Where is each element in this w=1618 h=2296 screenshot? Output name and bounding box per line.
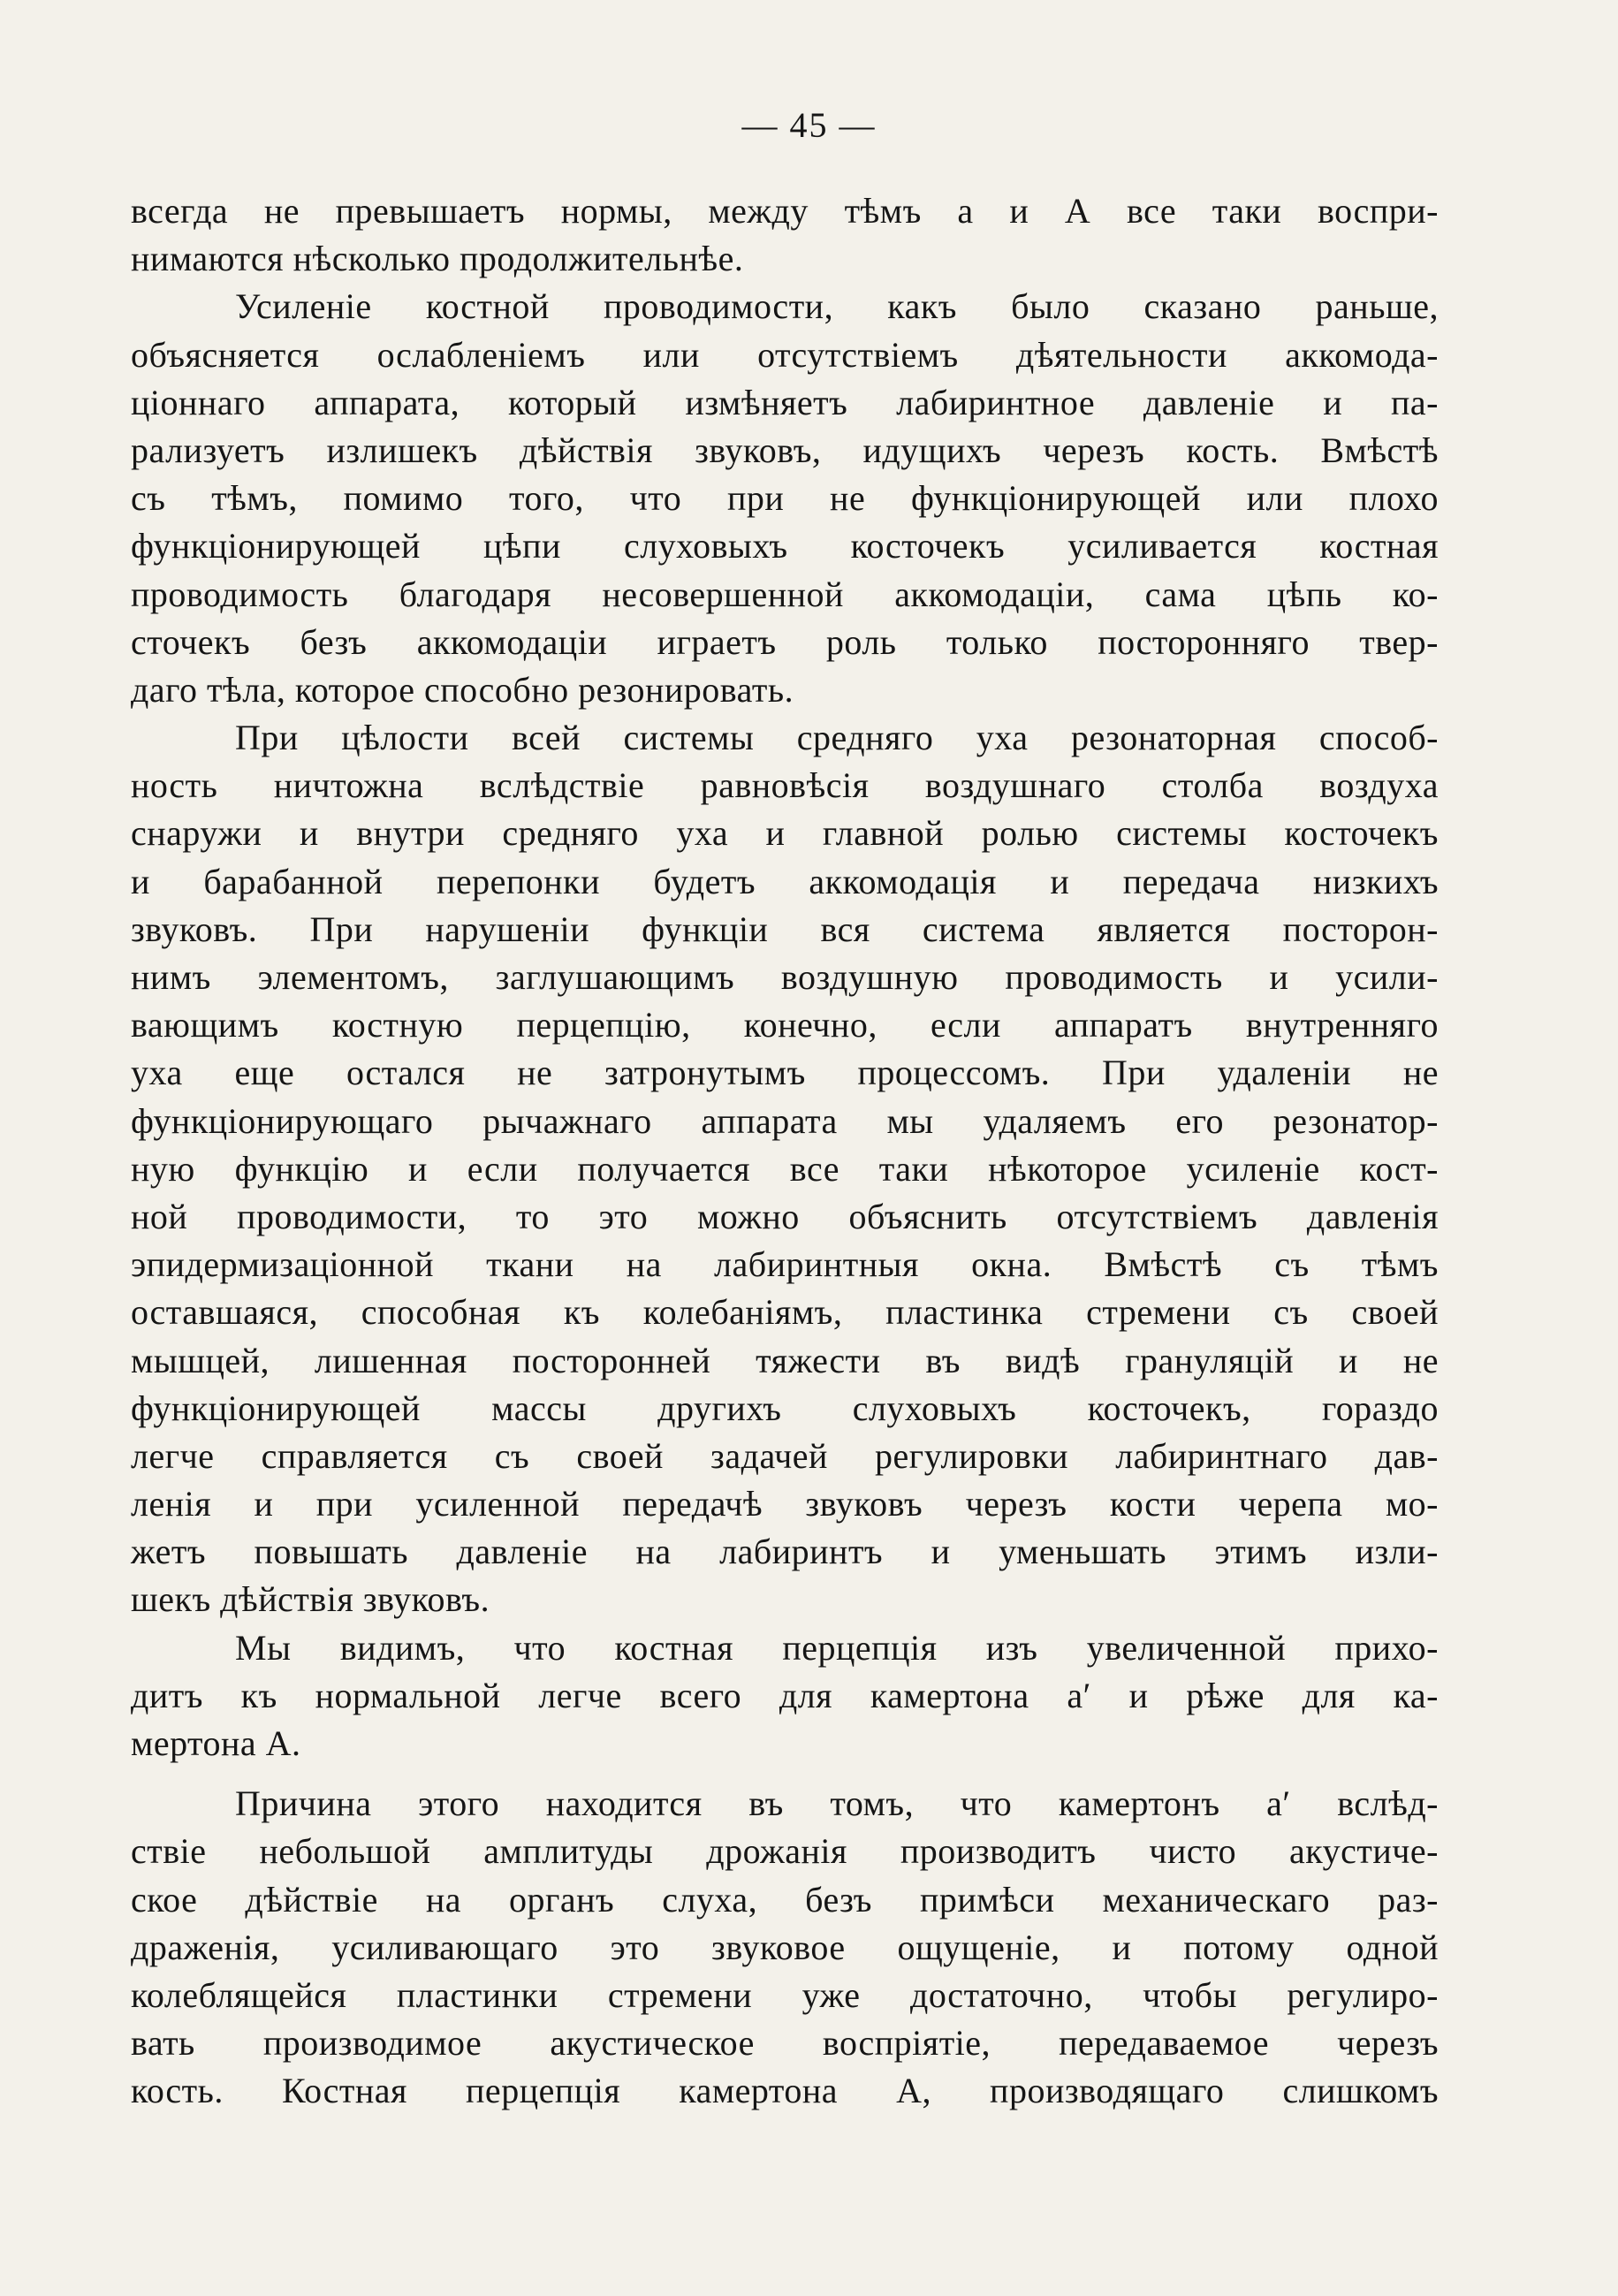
text-line: дитъ къ нормальной легче всего для камертона а′ и рѣже для ка- (131, 1675, 1439, 1715)
text-line: Мы видимъ, что костная перцепція изъ увеличенной прихо- (235, 1627, 1439, 1668)
text-line: драженія, усиливающаго это звуковое ощущеніе, и потому одной (131, 1927, 1439, 1967)
text-line: рализуетъ излишекъ дѣйствія звуковъ, идущихъ черезъ кость. Вмѣстѣ (131, 430, 1439, 470)
text-line: колеблящейся пластинки стремени уже достаточно, чтобы регулиро- (131, 1974, 1439, 2015)
text-line: Причина этого находится въ томъ, что камертонъ а′ вслѣд- (235, 1783, 1439, 1824)
text-line: вающимъ костную перцепцію, конечно, если аппаратъ внутренняго (131, 1005, 1439, 1045)
text-line: съ тѣмъ, помимо того, что при не функціонирующей или плохо (131, 478, 1439, 519)
text-line: легче справляется съ своей задачей регулировки лабиринтнаго дав- (131, 1435, 1439, 1476)
text-line: звуковъ. При нарушеніи функціи вся система является посторон- (131, 909, 1439, 949)
text-line: функціонирующей массы другихъ слуховыхъ косточекъ, гораздо (131, 1387, 1439, 1428)
text-line: При цѣлости всей системы средняго уха резонаторная способ- (235, 718, 1439, 758)
text-line: ной проводимости, то это можно объяснить отсутствіемъ давленія (131, 1196, 1439, 1236)
text-line: ское дѣйствіе на органъ слуха, безъ примѣси механическаго раз- (131, 1879, 1439, 1920)
text-line: ность ничтожна вслѣдствіе равновѣсія воздушнаго столба воздуха (131, 765, 1439, 806)
text-line: ціоннаго аппарата, который измѣняетъ лабиринтное давленіе и па- (131, 382, 1439, 422)
text-line: снаружи и внутри средняго уха и главной ролью системы косточекъ (131, 813, 1439, 854)
text-line: эпидермизаціонной ткани на лабиринтныя окна. Вмѣстѣ съ тѣмъ (131, 1244, 1439, 1285)
text-line: уха еще остался не затронутымъ процессомъ. При удаленіи не (131, 1053, 1439, 1093)
text-line: ленія и при усиленной передачѣ звуковъ черезъ кости черепа мо- (131, 1484, 1439, 1524)
text-line: проводимость благодаря несовершенной аккомодаціи, сама цѣпь ко- (131, 574, 1439, 614)
text-line: оставшаяся, способная къ колебаніямъ, пластинка стремени съ своей (131, 1292, 1439, 1333)
page-number: — 45 — (741, 105, 877, 145)
text-line: даго тѣла, которое способно резонировать. (131, 669, 794, 710)
text-line: сточекъ безъ аккомодаціи играетъ роль только посторонняго твер- (131, 621, 1439, 662)
text-line: нимъ элементомъ, заглушающимъ воздушную проводимость и усили- (131, 957, 1439, 997)
paragraph-1 (131, 187, 1439, 283)
paragraph-3 (131, 714, 1439, 1624)
text-line: жетъ повышать давленіе на лабиринтъ и уменьшать этимъ изли- (131, 1532, 1439, 1572)
text-line: мертона А. (131, 1723, 301, 1763)
text-line: Усиленіе костной проводимости, какъ было сказано раньше, (235, 286, 1439, 327)
text-line: шекъ дѣйствія звуковъ. (131, 1579, 490, 1620)
text-line: функціонирующаго рычажнаго аппарата мы удаляемъ его резонатор- (131, 1100, 1439, 1141)
text-line: ствіе небольшой амплитуды дрожанія производитъ чисто акустиче- (131, 1831, 1439, 1872)
paragraph-spacing (131, 1768, 1439, 1780)
paragraph-4 (131, 1624, 1439, 1768)
text-line: всегда не превышаетъ нормы, между тѣмъ а и А все таки воспри- (131, 191, 1439, 231)
text-line: кость. Костная перцепція камертона А, производящаго слишкомъ (131, 2071, 1439, 2111)
text-line: функціонирующей цѣпи слуховыхъ косточекъ усиливается костная (131, 526, 1439, 566)
paragraph-2 (131, 283, 1439, 714)
text-line: вать производимое акустическое воспріятіе, передаваемое черезъ (131, 2023, 1439, 2064)
text-line: и барабанной перепонки будетъ аккомодація и передача низкихъ (131, 861, 1439, 901)
text-line: нимаются нѣсколько продолжительнѣе. (131, 239, 744, 279)
text-line: ную функцію и если получается все таки нѣкоторое усиленіе кост- (131, 1148, 1439, 1189)
text-line: объясняется ослабленіемъ или отсутствіемъ дѣятельности аккомода- (131, 334, 1439, 375)
body-text (131, 187, 1439, 2116)
paragraph-5 (131, 1780, 1439, 2115)
text-line: мышцей, лишенная посторонней тяжести въ видѣ грануляцій и не (131, 1340, 1439, 1380)
